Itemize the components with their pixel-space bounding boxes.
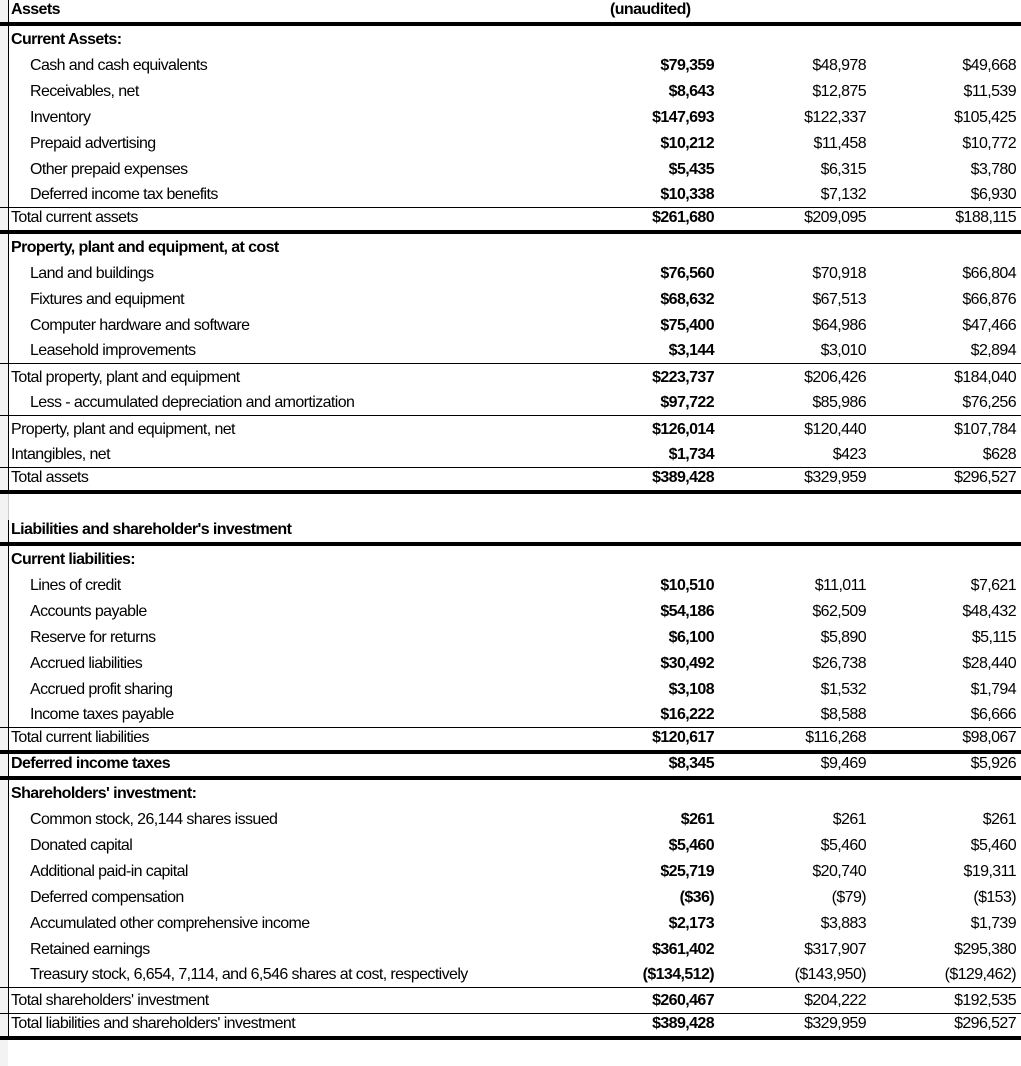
row-label: Total shareholders' investment	[8, 988, 540, 1013]
table-row	[0, 832, 1021, 858]
row-label: Lines of credit	[8, 572, 540, 598]
table-row	[0, 468, 1021, 494]
table-row	[0, 156, 1021, 182]
table-row	[0, 676, 1021, 702]
row-label: Deferred income taxes	[8, 754, 540, 776]
value-cell-col1: $10,212	[660, 135, 714, 152]
section-header	[0, 520, 1021, 546]
row-label: Total assets	[8, 468, 540, 490]
table-row	[0, 624, 1021, 650]
table-row	[0, 208, 1021, 234]
value-cell-col2: $423	[832, 446, 866, 463]
row-label: Current Assets:	[8, 26, 540, 52]
value-cell-col1: $261,680	[652, 209, 714, 226]
value-cell-col2: $9,469	[820, 755, 866, 772]
value-cell-col1: $5,435	[668, 161, 714, 178]
value-cell-col3: $19,311	[963, 863, 1016, 880]
row-label: Fixtures and equipment	[8, 286, 540, 312]
table-row	[0, 910, 1021, 936]
value-cell-col2: ($79)	[831, 889, 866, 906]
value-cell-col1: $261	[680, 811, 714, 828]
value-cell-col3: $5,115	[971, 629, 1016, 646]
row-label: Accounts payable	[8, 598, 540, 624]
value-cell-col1: $76,560	[660, 265, 714, 282]
table-row	[0, 572, 1021, 598]
table-row	[0, 338, 1021, 364]
value-cell-col2: $206,426	[804, 369, 866, 386]
value-cell-col2: $26,738	[812, 655, 866, 672]
row-label: Intangibles, net	[8, 442, 540, 467]
assets-title: Assets	[8, 0, 540, 22]
value-cell-col3: $5,926	[970, 755, 1016, 772]
value-cell-col2: $5,460	[820, 837, 866, 854]
value-cell-col2: $261	[832, 811, 866, 828]
row-label: Treasury stock, 6,654, 7,114, and 6,546 shares at cost, respectively	[8, 962, 540, 987]
value-cell-col3: $3,780	[970, 161, 1016, 178]
value-cell-col2: $3,883	[820, 915, 866, 932]
row-label: Common stock, 26,144 shares issued	[8, 806, 540, 832]
value-cell-col2: $5,890	[820, 629, 866, 646]
table-row	[0, 416, 1021, 442]
value-cell-col3: $66,804	[962, 265, 1016, 282]
value-cell-col1: $389,428	[652, 469, 714, 486]
value-cell-col2: ($143,950)	[794, 966, 866, 983]
table-row	[0, 988, 1021, 1014]
section-header	[0, 780, 1021, 806]
value-cell-col2: $7,132	[820, 186, 866, 203]
value-cell-col3: $11,539	[963, 83, 1016, 100]
value-cell-col1: $3,144	[668, 342, 714, 359]
value-cell-col3: $48,432	[962, 603, 1016, 620]
row-label: Total current liabilities	[8, 728, 540, 750]
value-cell-col1: $54,186	[660, 603, 714, 620]
value-cell-col2: $62,509	[812, 603, 866, 620]
table-row	[0, 182, 1021, 208]
value-cell-col2: $8,588	[820, 706, 866, 723]
value-cell-col1: $68,632	[660, 291, 714, 308]
row-label: Property, plant and equipment, net	[8, 416, 540, 442]
row-label: Accumulated other comprehensive income	[8, 910, 540, 936]
value-cell-col3: $6,666	[970, 706, 1016, 723]
row-label: Prepaid advertising	[8, 130, 540, 156]
row-label: Liabilities and shareholder's investment	[8, 520, 540, 542]
value-cell-col2: $329,959	[804, 1015, 866, 1032]
row-label: Total current assets	[8, 208, 540, 230]
value-cell-col2: $3,010	[820, 342, 866, 359]
value-cell-col3: $5,460	[970, 837, 1016, 854]
value-cell-col3: $192,535	[954, 992, 1016, 1009]
row-label: Deferred income tax benefits	[8, 182, 540, 207]
table-row	[0, 598, 1021, 624]
value-cell-col2: $122,337	[804, 109, 866, 126]
row-label	[8, 494, 540, 520]
value-cell-col1: $25,719	[660, 863, 714, 880]
blank-row	[0, 494, 1021, 520]
value-cell-col2: $85,986	[812, 394, 866, 411]
value-cell-col1: $126,014	[652, 421, 714, 438]
table-row	[0, 130, 1021, 156]
value-cell-col3: $296,527	[954, 1015, 1016, 1032]
value-cell-col3: $76,256	[962, 394, 1016, 411]
value-cell-col1: $361,402	[652, 941, 714, 958]
value-cell-col3: $1,739	[970, 915, 1016, 932]
row-label: Income taxes payable	[8, 702, 540, 727]
value-cell-col3: $28,440	[962, 655, 1016, 672]
header-row	[0, 0, 1021, 26]
section-header	[0, 234, 1021, 260]
value-cell-col1: $8,345	[668, 755, 714, 772]
row-label: Leasehold improvements	[8, 338, 540, 363]
value-cell-col1: $389,428	[652, 1015, 714, 1032]
value-cell-col1: $3,108	[668, 681, 714, 698]
row-label: Total property, plant and equipment	[8, 364, 540, 390]
value-cell-col1: $10,510	[660, 577, 714, 594]
row-label: Reserve for returns	[8, 624, 540, 650]
row-label: Receivables, net	[8, 78, 540, 104]
row-label: Accrued profit sharing	[8, 676, 540, 702]
value-cell-col3: $105,425	[954, 109, 1016, 126]
table-row	[0, 52, 1021, 78]
table-row	[0, 754, 1021, 780]
value-cell-col3: ($153)	[973, 889, 1016, 906]
table-row	[0, 806, 1021, 832]
table-row	[0, 962, 1021, 988]
value-cell-col1: $16,222	[660, 706, 714, 723]
value-cell-col1: $75,400	[660, 317, 714, 334]
table-row	[0, 936, 1021, 962]
table-row	[0, 728, 1021, 754]
table-row	[0, 312, 1021, 338]
row-label: Inventory	[8, 104, 540, 130]
value-cell-col2: $48,978	[812, 57, 866, 74]
value-cell-col3: $188,115	[955, 209, 1016, 226]
value-cell-col3: $261	[982, 811, 1016, 828]
value-cell-col2: $70,918	[812, 265, 866, 282]
value-cell-col1: $260,467	[652, 992, 714, 1009]
value-cell-col1: $97,722	[660, 394, 714, 411]
value-cell-col3: $49,668	[962, 57, 1016, 74]
value-cell-col2: $329,959	[804, 469, 866, 486]
table-row	[0, 104, 1021, 130]
row-label: Property, plant and equipment, at cost	[8, 234, 540, 260]
row-label: Cash and cash equivalents	[8, 52, 540, 78]
unaudited-note: (unaudited)	[610, 1, 691, 18]
section-header	[0, 26, 1021, 52]
row-label: Less - accumulated depreciation and amortization	[8, 390, 540, 415]
value-cell-col3: $1,794	[970, 681, 1016, 698]
value-cell-col3: $10,772	[962, 135, 1016, 152]
value-cell-col1: ($36)	[679, 889, 714, 906]
row-label: Land and buildings	[8, 260, 540, 286]
value-cell-col2: $204,222	[804, 992, 866, 1009]
value-cell-col1: $1,734	[668, 446, 714, 463]
row-label: Donated capital	[8, 832, 540, 858]
value-cell-col1: ($134,512)	[642, 966, 714, 983]
value-cell-col3: $47,466	[962, 317, 1016, 334]
value-cell-col2: $209,095	[804, 209, 866, 226]
table-row	[0, 364, 1021, 390]
value-cell-col2: $6,315	[820, 161, 866, 178]
value-cell-col2: $317,907	[804, 941, 866, 958]
value-cell-col3: $66,876	[962, 291, 1016, 308]
table-row	[0, 286, 1021, 312]
value-cell-col1: $6,100	[668, 629, 714, 646]
row-label: Computer hardware and software	[8, 312, 540, 338]
value-cell-col3: $184,040	[954, 369, 1016, 386]
row-label: Current liabilities:	[8, 546, 540, 572]
table-row	[0, 702, 1021, 728]
value-cell-col1: $147,693	[652, 109, 714, 126]
value-cell-col1: $223,737	[652, 369, 714, 386]
table-row	[0, 260, 1021, 286]
value-cell-col2: $64,986	[812, 317, 866, 334]
row-label: Retained earnings	[8, 936, 540, 962]
value-cell-col3: $6,930	[970, 186, 1016, 203]
value-cell-col1: $5,460	[668, 837, 714, 854]
value-cell-col1: $10,338	[660, 186, 714, 203]
value-cell-col3: $2,894	[970, 342, 1016, 359]
value-cell-col1: $120,617	[652, 729, 714, 746]
table-row	[0, 858, 1021, 884]
value-cell-col3: $7,621	[970, 577, 1016, 594]
value-cell-col3: ($129,462)	[944, 966, 1016, 983]
value-cell-col3: $107,784	[954, 421, 1016, 438]
value-cell-col1: $30,492	[660, 655, 714, 672]
table-row	[0, 78, 1021, 104]
value-cell-col2: $67,513	[812, 291, 866, 308]
value-cell-col3: $295,380	[954, 941, 1016, 958]
section-header	[0, 546, 1021, 572]
value-cell-col3: $296,527	[954, 469, 1016, 486]
value-cell-col1: $79,359	[660, 57, 714, 74]
value-cell-col2: $120,440	[804, 421, 866, 438]
table-row	[0, 884, 1021, 910]
row-label: Additional paid-in capital	[8, 858, 540, 884]
table-row	[0, 1014, 1021, 1040]
value-cell-col1: $2,173	[668, 915, 714, 932]
row-label: Total liabilities and shareholders' investment	[8, 1014, 540, 1036]
value-cell-col3: $98,067	[962, 729, 1016, 746]
value-cell-col2: $20,740	[812, 863, 866, 880]
row-label: Shareholders' investment:	[8, 780, 540, 806]
table-row	[0, 650, 1021, 676]
value-cell-col2: $12,875	[812, 83, 866, 100]
value-cell-col2: $11,011	[814, 577, 866, 594]
table-row	[0, 390, 1021, 416]
value-cell-col2: $116,268	[805, 729, 866, 746]
row-label: Accrued liabilities	[8, 650, 540, 676]
table-row	[0, 442, 1021, 468]
value-cell-col3: $628	[982, 446, 1016, 463]
value-cell-col2: $1,532	[820, 681, 866, 698]
value-cell-col2: $11,458	[813, 135, 866, 152]
row-label: Other prepaid expenses	[8, 156, 540, 182]
value-cell-col1: $8,643	[668, 83, 714, 100]
row-label: Deferred compensation	[8, 884, 540, 910]
